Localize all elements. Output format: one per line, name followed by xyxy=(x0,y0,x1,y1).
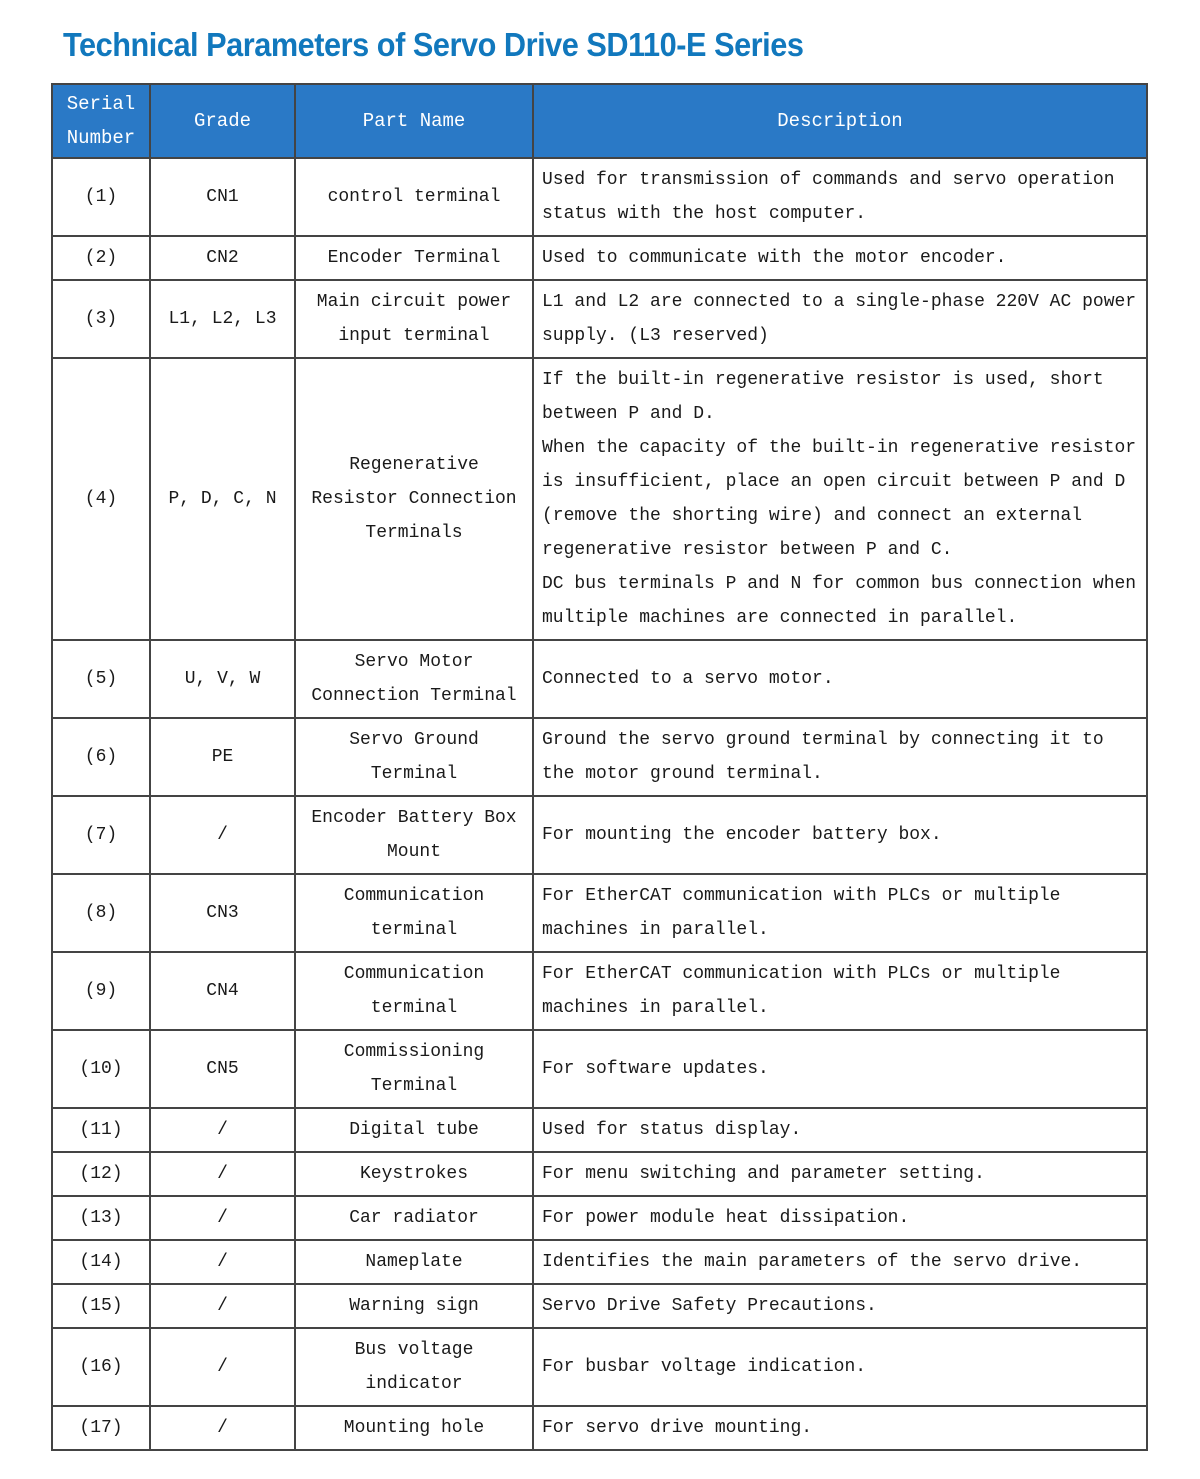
table-row xyxy=(52,1030,1147,1108)
part-name-cell: Mounting hole xyxy=(295,1406,533,1450)
description-paragraph: If the built-in regenerative resistor is used, short between P and D. xyxy=(542,370,1104,424)
serial-number-cell: (14) xyxy=(52,1240,150,1284)
table-body xyxy=(52,158,1147,1450)
description-cell xyxy=(533,1328,1147,1406)
description-paragraph: Connected to a servo motor. xyxy=(542,669,834,689)
description-cell xyxy=(533,1152,1147,1196)
serial-number-cell: (4) xyxy=(52,358,150,640)
table-row xyxy=(52,1240,1147,1284)
page-title: Technical Parameters of Servo Drive SD110-E Series xyxy=(63,26,804,63)
serial-number-cell: (1) xyxy=(52,158,150,236)
serial-number-cell: (17) xyxy=(52,1406,150,1450)
part-name-cell: Encoder Battery Box Mount xyxy=(295,796,533,874)
description-cell xyxy=(533,796,1147,874)
description-cell xyxy=(533,1030,1147,1108)
part-name-cell: Servo Ground Terminal xyxy=(295,718,533,796)
serial-number-cell: (12) xyxy=(52,1152,150,1196)
table-row xyxy=(52,1284,1147,1328)
description-cell xyxy=(533,1406,1147,1450)
serial-number-cell: (8) xyxy=(52,874,150,952)
description-paragraph: For mounting the encoder battery box. xyxy=(542,825,942,845)
description-cell xyxy=(533,280,1147,358)
table-header xyxy=(52,84,1147,158)
table-row xyxy=(52,796,1147,874)
header-row xyxy=(52,84,1147,158)
description-paragraph: DC bus terminals P and N for common bus connection when multiple machines are connected in parallel. xyxy=(542,574,1137,628)
serial-number-cell: (2) xyxy=(52,236,150,280)
part-name-cell: Car radiator xyxy=(295,1196,533,1240)
grade-cell: U, V, W xyxy=(150,640,295,718)
description-cell xyxy=(533,718,1147,796)
part-name-cell: Communication terminal xyxy=(295,874,533,952)
table-row xyxy=(52,158,1147,236)
part-name-cell: Encoder Terminal xyxy=(295,236,533,280)
description-paragraph: For servo drive mounting. xyxy=(542,1418,813,1438)
description-cell xyxy=(533,1284,1147,1328)
serial-number-cell: (7) xyxy=(52,796,150,874)
header-grade: Grade xyxy=(150,84,295,158)
grade-cell: CN2 xyxy=(150,236,295,280)
description-paragraph: Ground the servo ground terminal by connecting it to the motor ground terminal. xyxy=(542,730,1104,784)
table-row xyxy=(52,1328,1147,1406)
grade-cell: / xyxy=(150,796,295,874)
grade-cell: / xyxy=(150,1196,295,1240)
header-part-name: Part Name xyxy=(295,84,533,158)
serial-number-cell: (6) xyxy=(52,718,150,796)
table-row xyxy=(52,1196,1147,1240)
grade-cell: CN1 xyxy=(150,158,295,236)
part-name-cell: Warning sign xyxy=(295,1284,533,1328)
grade-cell: L1, L2, L3 xyxy=(150,280,295,358)
description-paragraph: L1 and L2 are connected to a single-phase 220V AC power supply. (L3 reserved) xyxy=(542,292,1137,346)
serial-number-cell: (9) xyxy=(52,952,150,1030)
description-paragraph: Identifies the main parameters of the servo drive. xyxy=(542,1252,1083,1272)
grade-cell: / xyxy=(150,1152,295,1196)
table-row xyxy=(52,1108,1147,1152)
serial-number-cell: (5) xyxy=(52,640,150,718)
table-row xyxy=(52,358,1147,640)
grade-cell: CN3 xyxy=(150,874,295,952)
description-cell xyxy=(533,952,1147,1030)
serial-number-cell: (16) xyxy=(52,1328,150,1406)
serial-number-cell: (15) xyxy=(52,1284,150,1328)
header-description: Description xyxy=(533,84,1147,158)
parameters-table xyxy=(51,83,1148,1451)
description-cell xyxy=(533,158,1147,236)
part-name-cell: Main circuit power input terminal xyxy=(295,280,533,358)
grade-cell: / xyxy=(150,1406,295,1450)
description-cell xyxy=(533,358,1147,640)
part-name-cell: Regenerative Resistor Connection Terminals xyxy=(295,358,533,640)
description-paragraph: For busbar voltage indication. xyxy=(542,1357,867,1377)
description-paragraph: For power module heat dissipation. xyxy=(542,1208,910,1228)
part-name-cell: Keystrokes xyxy=(295,1152,533,1196)
description-cell xyxy=(533,640,1147,718)
table-row xyxy=(52,718,1147,796)
grade-cell: / xyxy=(150,1240,295,1284)
part-name-cell: Commissioning Terminal xyxy=(295,1030,533,1108)
part-name-cell: Communication terminal xyxy=(295,952,533,1030)
grade-cell: / xyxy=(150,1108,295,1152)
serial-number-cell: (11) xyxy=(52,1108,150,1152)
grade-cell: / xyxy=(150,1284,295,1328)
grade-cell: / xyxy=(150,1328,295,1406)
part-name-cell: Bus voltage indicator xyxy=(295,1328,533,1406)
part-name-cell: Servo Motor Connection Terminal xyxy=(295,640,533,718)
part-name-cell: control terminal xyxy=(295,158,533,236)
table-row xyxy=(52,874,1147,952)
description-paragraph: Used to communicate with the motor encoder. xyxy=(542,248,1007,268)
table-row xyxy=(52,236,1147,280)
grade-cell: CN4 xyxy=(150,952,295,1030)
description-paragraph: When the capacity of the built-in regenerative resistor is insufficient, place an open circuit between P and D (remove the shorting wire) and connect an external regenerative resistor between P and C. xyxy=(542,438,1137,560)
description-paragraph: Used for transmission of commands and servo operation status with the host computer. xyxy=(542,170,1115,224)
description-paragraph: Used for status display. xyxy=(542,1120,802,1140)
part-name-cell: Nameplate xyxy=(295,1240,533,1284)
part-name-cell: Digital tube xyxy=(295,1108,533,1152)
table-row xyxy=(52,280,1147,358)
description-paragraph: Servo Drive Safety Precautions. xyxy=(542,1296,877,1316)
description-paragraph: For EtherCAT communication with PLCs or multiple machines in parallel. xyxy=(542,964,1061,1018)
description-paragraph: For EtherCAT communication with PLCs or multiple machines in parallel. xyxy=(542,886,1061,940)
grade-cell: PE xyxy=(150,718,295,796)
table-row xyxy=(52,640,1147,718)
header-serial-number: Serial Number xyxy=(52,84,150,158)
serial-number-cell: (10) xyxy=(52,1030,150,1108)
grade-cell: CN5 xyxy=(150,1030,295,1108)
serial-number-cell: (3) xyxy=(52,280,150,358)
description-paragraph: For menu switching and parameter setting. xyxy=(542,1164,985,1184)
description-cell xyxy=(533,236,1147,280)
table-row xyxy=(52,1406,1147,1450)
description-cell xyxy=(533,1240,1147,1284)
description-cell xyxy=(533,874,1147,952)
description-cell xyxy=(533,1196,1147,1240)
table-row xyxy=(52,952,1147,1030)
grade-cell: P, D, C, N xyxy=(150,358,295,640)
description-cell xyxy=(533,1108,1147,1152)
description-paragraph: For software updates. xyxy=(542,1059,769,1079)
serial-number-cell: (13) xyxy=(52,1196,150,1240)
table-row xyxy=(52,1152,1147,1196)
